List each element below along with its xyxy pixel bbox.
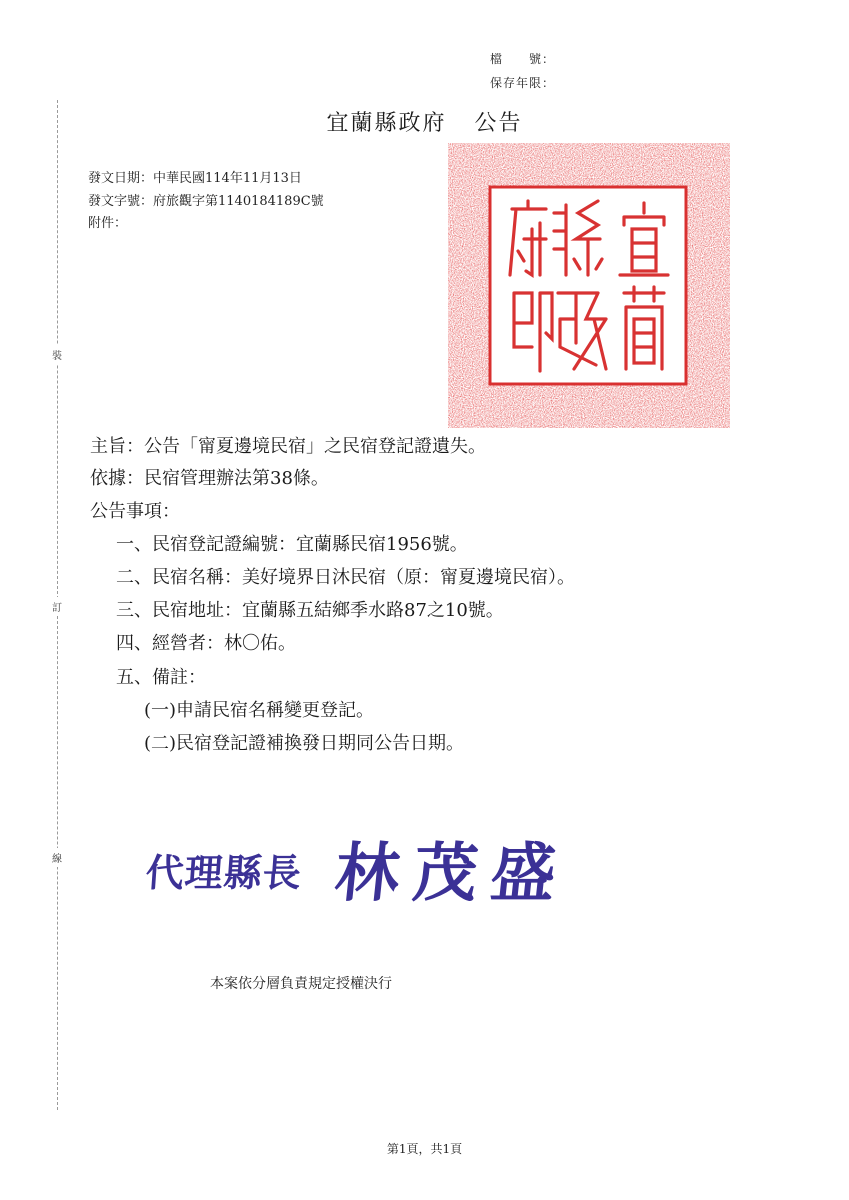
file-number-label: 檔 號： [490, 52, 556, 66]
list-item: 五、備註： [116, 667, 206, 688]
document-number: 發文字號：府旅觀字第1140184189C號 [88, 194, 324, 209]
subject-line: 主旨：公告「甯夏邊境民宿」之民宿登記證遺失。 [90, 436, 486, 457]
binding-mark-staple: 訂 [52, 597, 62, 616]
page-title [0, 106, 849, 137]
signature-name: 林茂盛 [331, 837, 574, 911]
retention-period-label: 保存年限： [490, 76, 556, 90]
sub-list-item: (一)申請民宿名稱變更登記。 [144, 700, 375, 721]
document-type: 公告 [474, 111, 523, 136]
signature-title: 代理縣長 [144, 851, 304, 895]
issuing-organization: 宜蘭縣政府 [326, 111, 447, 136]
attachment-label: 附件： [88, 216, 128, 231]
basis-line: 依據：民宿管理辦法第38條。 [90, 468, 329, 489]
list-item: 二、民宿名稱：美好境界日沐民宿（原：甯夏邊境民宿）。 [116, 567, 575, 588]
binding-mark-bind: 裝 [52, 345, 62, 364]
binding-mark-line: 線 [52, 848, 62, 867]
authorization-note: 本案依分層負責規定授權決行 [210, 976, 392, 992]
list-item: 四、經營者：林〇佑。 [116, 633, 296, 654]
official-seal-stamp [448, 143, 730, 428]
list-item: 一、民宿登記證編號：宜蘭縣民宿1956號。 [116, 534, 468, 555]
list-item: 三、民宿地址：宜蘭縣五結鄉季水路87之10號。 [116, 600, 504, 621]
sub-list-item: (二)民宿登記證補換發日期同公告日期。 [144, 733, 465, 754]
issue-date: 發文日期：中華民國114年11月13日 [88, 171, 302, 186]
announcement-items-heading: 公告事項： [90, 501, 180, 522]
page-number: 第1頁，共1頁 [386, 1142, 463, 1156]
